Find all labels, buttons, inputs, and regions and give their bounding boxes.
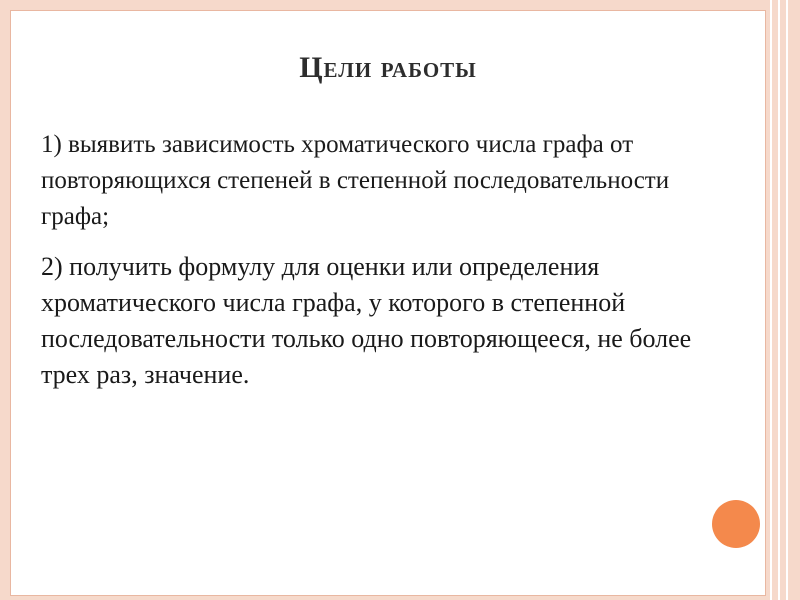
goal-number: 1) [41, 131, 62, 158]
decorative-circle-icon [712, 500, 760, 548]
slide-title: Цели работы [299, 51, 477, 84]
goal-number: 2) [41, 252, 63, 281]
goal-item [41, 249, 731, 393]
decorative-line [778, 0, 780, 600]
decorative-line [786, 0, 788, 600]
goal-text: выявить зависимость хроматического числа графа от повторяющихся степеней в степенной последовательности графа; [41, 131, 670, 230]
goal-item [41, 127, 731, 235]
slide-frame [10, 10, 766, 596]
decorative-line [770, 0, 772, 600]
goal-text: получить формулу для оценки или определения хроматического числа графа, у которого в степенной последовательности только одно повторяющееся, не более трех раз, значение. [41, 252, 692, 389]
goals-list [41, 127, 731, 393]
